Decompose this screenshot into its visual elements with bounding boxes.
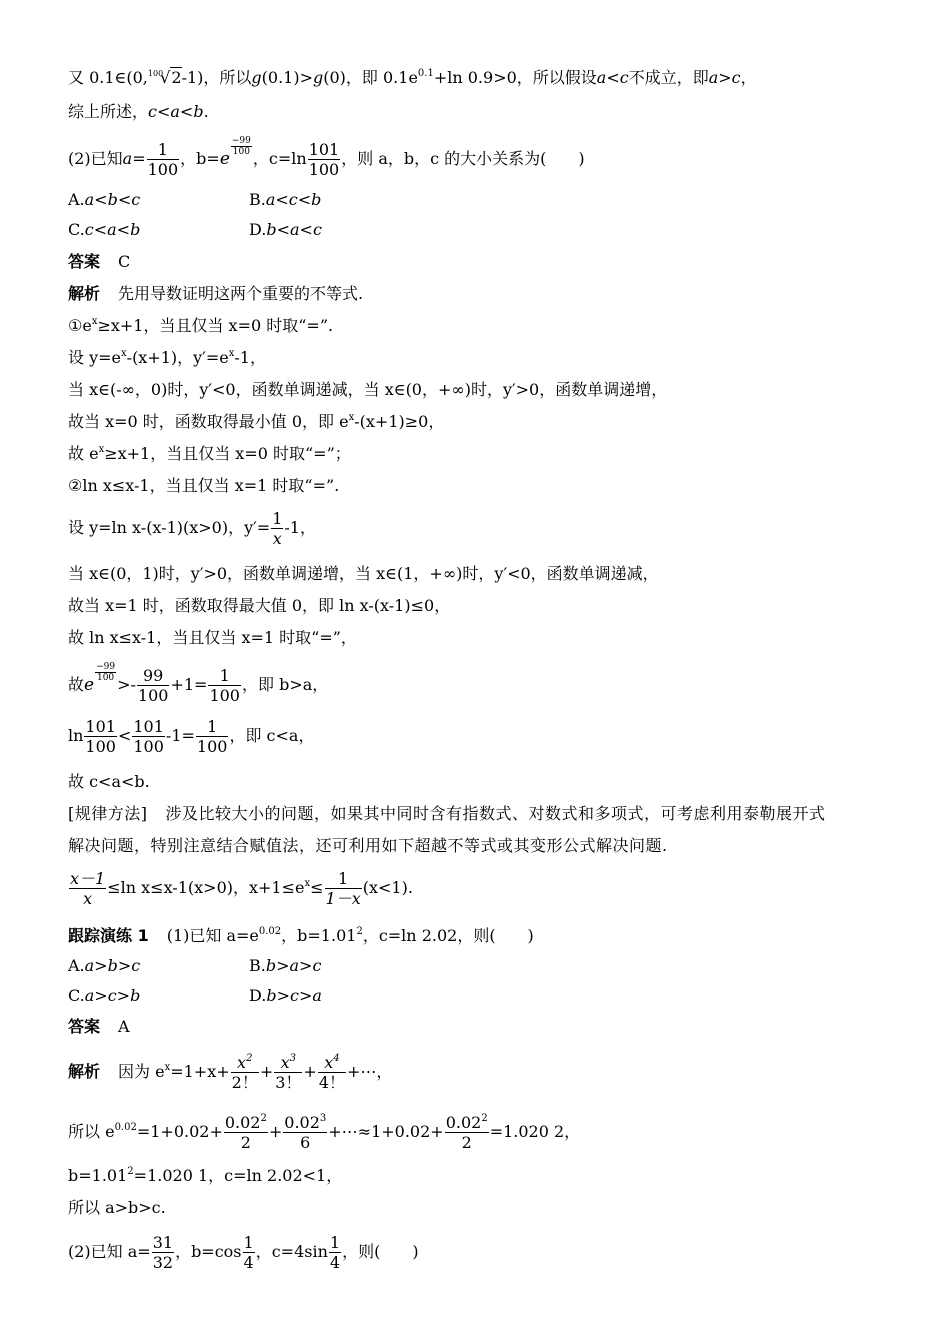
var: c<a<b [148, 102, 204, 121]
denominator: 100 [209, 686, 240, 705]
numerator [231, 1053, 259, 1073]
practice-t2 [68, 1110, 580, 1154]
numerator: x－1 [70, 869, 106, 888]
text: 故 ln x≤x-1，当且仅当 x=1 时取“=”， [68, 628, 357, 647]
step-9 [68, 595, 450, 617]
numerator: 1 [272, 509, 283, 528]
text: 所以 e [68, 1122, 115, 1141]
text: =1+0.02+ [136, 1122, 223, 1141]
text: 设 y=ln x-(x-1)(x>0)，y′= [68, 518, 271, 537]
fraction [224, 1113, 268, 1152]
var: a<c [596, 68, 629, 87]
denominator: 100 [137, 686, 169, 705]
fraction [84, 717, 117, 756]
text: + [303, 1062, 317, 1081]
practice-option-d [249, 985, 322, 1007]
text: (0)，即 0.1e [323, 68, 418, 87]
denominator: 100 [133, 737, 164, 756]
fraction [208, 666, 241, 705]
text: ，则( ) [342, 1242, 419, 1261]
analysis-line [68, 283, 363, 305]
radical: $^{100}$√2 [147, 68, 182, 87]
practice-option-a [68, 955, 140, 977]
text: ，即 b>a， [241, 675, 329, 694]
practice-t3 [68, 1165, 342, 1187]
step-12 [68, 716, 314, 756]
numerator [445, 1113, 489, 1133]
text: ，b=1.01 [281, 926, 357, 945]
text: . [203, 102, 209, 121]
numerator [224, 1113, 268, 1133]
fraction [147, 140, 180, 179]
answer-label: 答案 [68, 252, 101, 271]
denominator: 32 [152, 1253, 174, 1272]
denominator: 4 [329, 1253, 341, 1272]
var: a [122, 149, 133, 168]
denominator: 100 [147, 160, 179, 179]
option-label: B. [249, 190, 266, 209]
denominator: 2 [240, 1133, 251, 1152]
option-value: b>c>a [266, 986, 322, 1005]
base: 0.02 [224, 1113, 261, 1132]
analysis-label: 解析 [68, 1062, 101, 1081]
text: + [268, 1122, 283, 1141]
practice-option-c [68, 985, 140, 1007]
step-6 [68, 475, 339, 497]
option-label: C. [68, 986, 85, 1005]
text: + [259, 1062, 274, 1081]
answer-value: A [118, 1017, 130, 1036]
option-value: a<c<b [265, 190, 322, 209]
text: 所以 a>b>c. [68, 1198, 166, 1217]
text: +ln 0.9>0，所以假设 [433, 68, 597, 87]
text: 解决问题，特别注意结合赋值法，还可利用如下超越不等式或其变形公式解决问题. [68, 836, 668, 855]
text: ，c=4sin [255, 1242, 328, 1261]
text: +⋯， [347, 1062, 393, 1081]
text: (x<1). [362, 878, 413, 897]
base: 0.02 [445, 1113, 482, 1132]
fraction [318, 1053, 346, 1092]
text: ln [68, 726, 84, 745]
superscript: x [98, 444, 105, 455]
answer-label: 答案 [68, 1017, 101, 1036]
step-3 [68, 379, 667, 401]
numerator: 1 [325, 869, 362, 889]
fraction [69, 869, 106, 908]
text: ①e [68, 316, 92, 335]
step-11 [68, 662, 328, 705]
exponent-fraction [95, 662, 116, 683]
denominator: 2！ [231, 1073, 258, 1092]
text: =1+x+ [170, 1062, 230, 1081]
practice-answer [68, 1016, 130, 1038]
text: 故 e [68, 444, 99, 463]
text: 故当 x=1 时，函数取得最大值 0，即 ln x-(x-1)≤0， [68, 596, 451, 615]
denominator: 2 [461, 1133, 472, 1152]
option-value: a>b>c [84, 956, 141, 975]
option-a [68, 189, 140, 211]
text: ≤ [310, 878, 324, 897]
fraction [274, 1053, 302, 1092]
text: 故当 x=0 时，函数取得最小值 0，即 e [68, 412, 349, 431]
text: (1)已知 a=e [166, 926, 259, 945]
text: 不成立，即 [628, 68, 709, 87]
option-label: A. [68, 956, 85, 975]
practice-t1 [68, 1050, 392, 1094]
denominator: 6 [300, 1133, 311, 1152]
numerator: 1 [147, 140, 180, 160]
option-d [249, 219, 322, 241]
superscript: x [348, 412, 355, 423]
text: 又 0.1∈(0, [68, 68, 148, 87]
intro-line-2 [68, 101, 209, 123]
practice-label: 跟踪演练 1 [68, 926, 149, 945]
method-line-1 [68, 803, 826, 825]
text: ≥x+1，当且仅当 x=0 时取“=”； [104, 444, 351, 463]
base: 0.02 [284, 1113, 320, 1132]
text: ≤ln x≤x-1(x>0)，x+1≤e [107, 878, 305, 897]
step-10 [68, 627, 357, 649]
e-symbol: e [219, 149, 230, 169]
answer-line [68, 251, 130, 273]
base: x [324, 1053, 334, 1072]
text: b=1.01 [68, 1166, 128, 1185]
text: 因为 e [118, 1062, 165, 1081]
option-label: D. [249, 220, 267, 239]
text: +⋯≈1+0.02+ [328, 1122, 444, 1141]
method-formula [68, 868, 413, 908]
superscript: 0.02 [258, 926, 282, 937]
fraction [231, 1053, 259, 1092]
denominator: 100 [96, 673, 115, 683]
method-label: [规律方法] [68, 804, 148, 823]
text: ≥x+1，当且仅当 x=0 时取“=”. [97, 316, 334, 335]
step-4 [68, 411, 444, 433]
denominator: 4！ [318, 1073, 346, 1092]
text: =1.020 1，c=ln 2.02<1， [133, 1166, 343, 1185]
text: 故 c<a<b. [68, 772, 150, 791]
fraction [137, 666, 170, 705]
denominator: 100 [232, 147, 250, 157]
text: ，即 c<a， [229, 726, 315, 745]
numerator: −99 [96, 662, 116, 672]
text: -1， [284, 518, 316, 537]
superscript: x [91, 316, 98, 327]
superscript: 2 [356, 926, 363, 937]
text: 综上所述， [68, 102, 149, 121]
text: < [117, 726, 132, 745]
numerator [283, 1113, 327, 1133]
denominator: x [272, 529, 282, 548]
method-line-2 [68, 835, 668, 857]
fraction [325, 869, 362, 908]
radical-index: 100 [147, 69, 164, 78]
fraction [243, 1233, 255, 1272]
practice-t4 [68, 1197, 166, 1219]
text: ，b=cos [175, 1242, 242, 1261]
superscript: 0.1 [417, 68, 434, 79]
superscript: 3 [319, 1113, 327, 1124]
denominator: 3！ [275, 1073, 302, 1092]
step-13 [68, 771, 150, 793]
numerator: 101 [85, 717, 116, 736]
base: x [237, 1053, 247, 1072]
text: ②ln x≤x-1，当且仅当 x=1 时取“=”. [68, 476, 340, 495]
numerator: 99 [137, 666, 170, 686]
numerator: 31 [152, 1233, 174, 1252]
answer-value: C [118, 252, 131, 271]
text: ，b= [180, 149, 220, 168]
option-label: C. [68, 220, 85, 239]
text: >- [117, 675, 136, 694]
step-5 [68, 443, 351, 465]
numerator: 1 [208, 666, 241, 686]
numerator [274, 1053, 302, 1073]
intro-line-1 [68, 67, 757, 92]
text: =1.020 2， [489, 1122, 581, 1141]
e-symbol: e [84, 675, 95, 695]
text: (0.1)> [261, 68, 313, 87]
option-value: c<a<b [84, 220, 141, 239]
option-value: b>a>c [265, 956, 322, 975]
text: -1= [165, 726, 195, 745]
denominator: x [83, 889, 93, 908]
option-label: A. [68, 190, 85, 209]
text: +1= [170, 675, 208, 694]
denominator: 100 [196, 737, 228, 756]
option-label: D. [249, 986, 267, 1005]
practice-option-b [249, 955, 321, 977]
numerator: 101 [308, 140, 340, 159]
analysis-label: 解析 [68, 284, 101, 303]
text: ，c=ln [252, 149, 307, 168]
text: ，c=ln 2.02，则( ) [362, 926, 534, 945]
numerator: 1 [243, 1233, 254, 1252]
superscript: 2 [260, 1113, 267, 1124]
numerator: 101 [133, 717, 164, 736]
var: g [251, 68, 262, 87]
option-c [68, 219, 140, 241]
fraction [445, 1113, 489, 1152]
denominator: 100 [308, 160, 340, 179]
exponent-fraction [231, 136, 252, 157]
text: ， [740, 68, 757, 87]
text: -(x+1)≥0， [354, 412, 445, 431]
text: 先用导数证明这两个重要的不等式. [118, 284, 364, 303]
superscript: 0.02 [114, 1122, 137, 1133]
superscript: 4 [333, 1053, 340, 1064]
fraction [132, 717, 165, 756]
text: 设 y=e [68, 348, 122, 367]
superscript: x [228, 348, 235, 359]
text: 故 [68, 675, 85, 694]
var: g [313, 68, 324, 87]
numerator: 1 [196, 717, 229, 737]
base: x [280, 1053, 290, 1072]
fraction [152, 1233, 174, 1272]
fraction [283, 1113, 327, 1152]
superscript: 2 [481, 1113, 488, 1124]
text: (2)已知 a= [68, 1242, 151, 1261]
superscript: x [164, 1062, 171, 1073]
text: 当 x∈(-∞，0)时，y′<0，函数单调递减，当 x∈(0，+∞)时，y′>0，函数单调递增， [68, 380, 668, 399]
radicand: 2 [171, 68, 182, 87]
denominator: 1－x [325, 889, 361, 908]
numerator: −99 [231, 136, 251, 146]
option-value: a<b<c [84, 190, 141, 209]
fraction [308, 140, 341, 179]
numerator: 1 [329, 1233, 341, 1252]
text: -1)，所以 [181, 68, 252, 87]
fraction [271, 509, 283, 548]
option-b [249, 189, 321, 211]
text: 涉及比较大小的问题，如果其中同时含有指数式、对数式和多项式，可考虑利用泰勒展开式 [165, 804, 826, 823]
step-2 [68, 347, 266, 369]
superscript: x [304, 878, 311, 889]
option-label: B. [249, 956, 266, 975]
fraction [196, 717, 229, 756]
superscript: 3 [289, 1053, 297, 1064]
text: -1， [234, 348, 266, 367]
denominator: 100 [85, 737, 116, 756]
option-value: b<a<c [266, 220, 322, 239]
var: a>c [708, 68, 741, 87]
option-value: a>c>b [84, 986, 141, 1005]
text: (2)已知 [68, 149, 123, 168]
text: ，则 a，b，c 的大小关系为( ) [341, 149, 585, 168]
step-7 [68, 508, 316, 548]
practice-q2 [68, 1232, 419, 1272]
fraction [329, 1233, 341, 1272]
superscript: 2 [246, 1053, 253, 1064]
superscript: x [121, 348, 127, 359]
text: -(x+1)，y′=e [126, 348, 229, 367]
superscript: 2 [127, 1166, 134, 1177]
q2-stem: (2)已知a= $\frac{1}{100}$ ，b=e $\frac{-99}{100}$ ，c=ln $\frac{101}{100}$ ，则 a，b，c 的大小关系为( ) [68, 136, 585, 179]
step-1 [68, 315, 333, 337]
denominator: 4 [243, 1253, 254, 1272]
text: 当 x∈(0，1)时，y′>0，函数单调递增，当 x∈(1，+∞)时，y′<0，函数单调递减， [68, 564, 659, 583]
practice-q1 [68, 925, 534, 947]
numerator [318, 1053, 346, 1073]
step-8 [68, 563, 659, 585]
